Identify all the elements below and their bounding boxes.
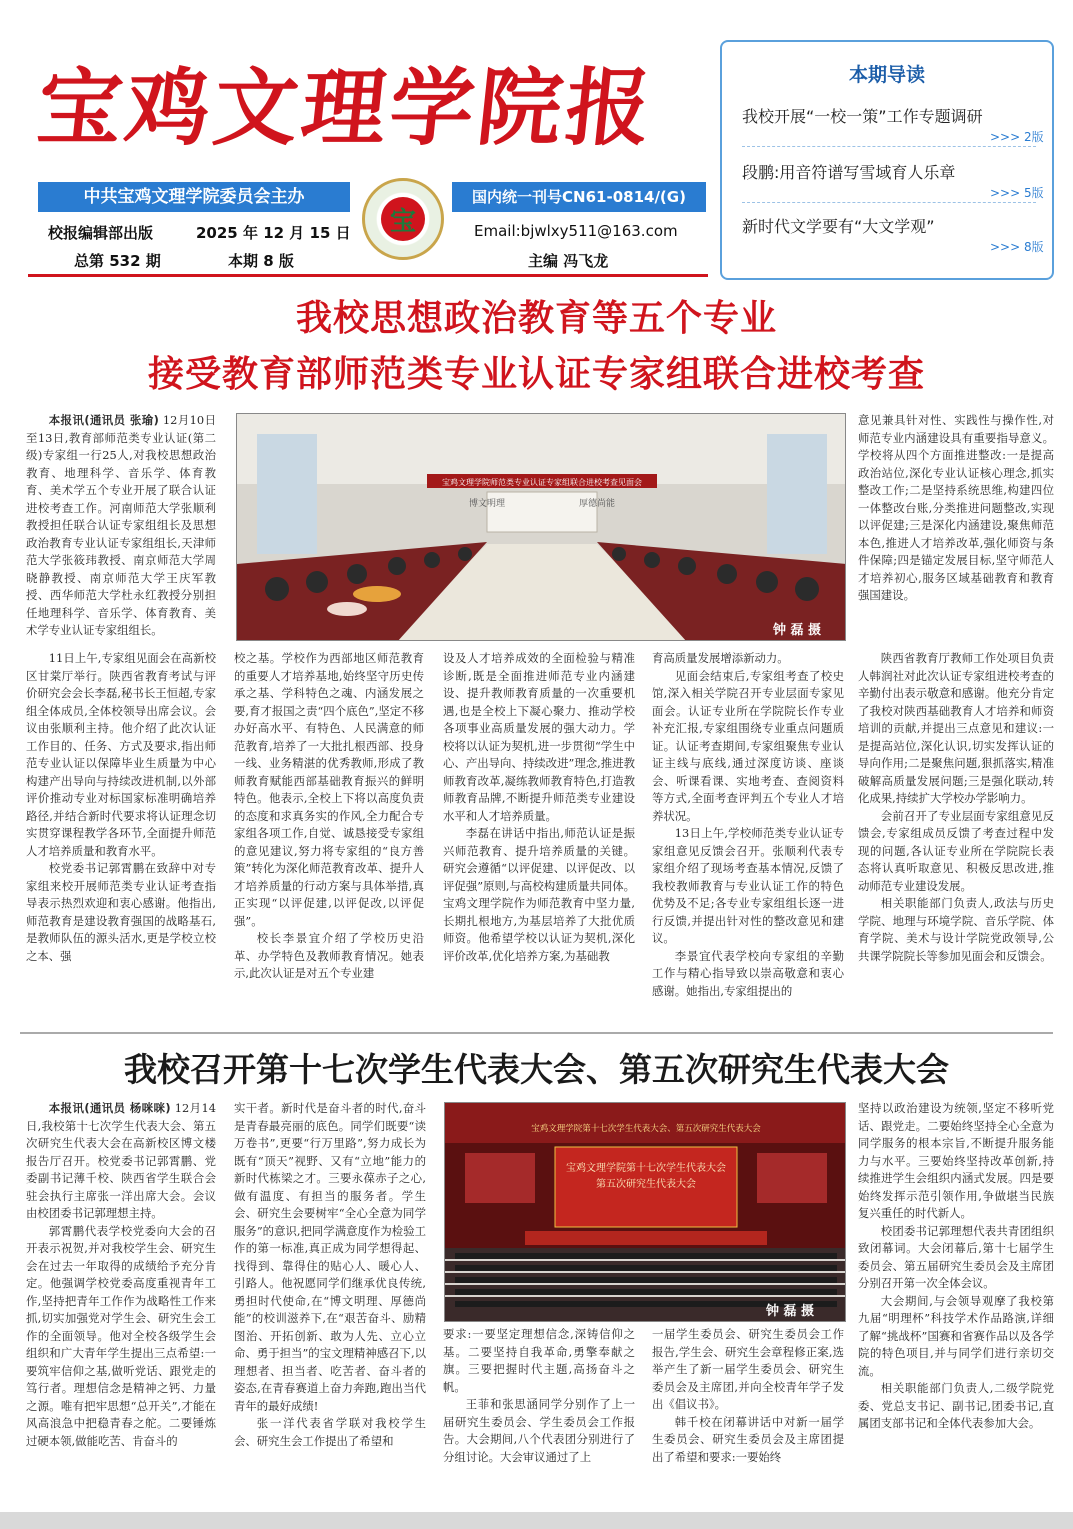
article1-column-3: 设及人才培养成效的全面检验与精准诊断,既是全面推进师范专业内涵建设、提升教师教育质量的一次重要机遇,也是全校上下凝心聚力、推动学校各项事业高质量发展的强大动力。学校将以认证为契机,进一步贯彻“学生中心、产出导向、持续改进”理念,推进教师教育改革,凝练教师教育特色,打造教师教育品牌,不断提升师范类专业建设水平和人才培养质量。 李磊在讲话中指出,师范认证是振兴师范教育、提升培养质量的关键。研究会遵循“以评促建、以评促改、以评促强”原则,与高校构建质量共同体。宝鸡文理学院作为师范教育中坚力量,长期扎根地方,为基层培养了大批优质师资。他希望学校以认证为契机,深化评价改革,优化培养方案,为基础教 [443,651,635,963]
conference-hall-image [237,414,846,641]
issue-date: 2025 年 12 月 15 日 [196,224,351,242]
article2-headline: 我校召开第十七次学生代表大会、第五次研究生代表大会 [124,1050,949,1089]
article2-photo [444,1102,846,1322]
logo-emblem-icon: 宝 [381,197,425,241]
photo2-banner-text: 宝鸡文理学院第十七次学生代表大会、第五次研究生代表大会 [531,1124,761,1134]
guide-title: 本期导读 [848,64,925,86]
masthead-rule [28,274,708,277]
article1-lead-column: 本报讯(通讯员 张瑜) 12月10日至13日,教育部师范类专业认证(第二级)专家组一行25人,对我校思想政治教育、地理科学、音乐学、体育教育、美术学五个专业开展了联合认证进校考查工作。河南师范大学张顺利教授担任联合认证专家组组长及思想政治教育专业认证专家组组长,天津师范大学张筱玮教授、南京师范大学周晓静教授、南京师范大学王庆军教授、西华师范大学杜永红教授分别担任地理科学、音乐学、体育教育、美术学专业认证专家组组长。 [26,413,216,637]
section-divider [20,1032,1053,1034]
article2-column-5: 坚持以政治建设为统领,坚定不移听党话、跟党走。二要始终坚持全心全意为同学服务的根本宗旨,不断提升服务能力与水平。三要始终坚持改革创新,持续推进学生会组织内涵式发展。四是要始终发挥示范引领作用,争做堪当民族复兴重任的时代新人。 校团委书记郭理想代表共青团组织致闭幕词。大会闭幕后,第十七届学生委员会、第五届研究生委员会及主席团分别召开第一次全体会议。 大会期间,与会领导观摩了我校第九届“明理杯”科技学术作品路演,详细了解“挑战杯”国赛和省赛作品以及各学院的特色项目,并与同学们进行亲切交流。 相关职能部门负责人,二级学院党委、党总支书记、副书记,团委书记,直属团支部书记和全体代表参加大会。 [858,1101,1054,1430]
article1-headline-line1: 我校思想政治教育等五个专业 [295,298,777,339]
article2-column-2: 实干者。新时代是奋斗者的时代,奋斗是青春最亮丽的底色。同学们既要“读万卷书”,更要“行万里路”,努力成长为既有“顶天”视野、又有“立地”能力的新时代栋梁之才。三要永葆赤子之心,做有温度、有担当的服务者。学生会、研究生会要树牢“全心全意为同学服务”的意识,把同学满意度作为检验工作的第一标准,真正成为同学想得起、找得到、靠得住的贴心人、暖心人、引路人。他祝愿同学们继承优良传统,勇担时代使命,在“博文明理、厚德尚能”的校训滋养下,在“艰苦奋斗、励精图治、开拓创新、敢为人先、立心立命、勇于担当”的宝文理精神感召下,以理想者、担当者、吃苦者、奋斗者的姿态,在青春赛道上奋力奔跑,跑出当代青年的最好成绩! 张一洋代表省学联对我校学生会、研究生会工作提出了希望和 [234,1101,426,1448]
article2-column-4: 一届学生委员会、研究生委员会工作报告,学生会、研究生会章程修正案,选举产生了新一届学生委员会、研究生委员会及主席团,并向全校青年学子发出《倡议书》。 韩千校在闭幕讲话中对新一届学生委员会、研究生委员会及主席团提出了希望和要求:一要始终 [652,1327,844,1464]
guide-item-2[interactable]: 段鹏:用音符谱写雪域育人乐章 [742,163,956,182]
assembly-hall-image [445,1103,846,1322]
issue-total: 总第 532 期 [74,252,161,270]
guide-item-1[interactable]: 我校开展“一校一策”工作专题调研 [742,107,983,126]
guide-item-3[interactable]: 新时代文学要有“大文学观” [742,217,935,236]
article1-column-5: 陕西省教育厅教师工作处项目负责人韩润社对此次认证专家组进校考查的辛勤付出表示敬意和感谢。他充分肯定了我校对陕西基础教育人才培养和师资培训的贡献,并提出三点意见和建议:一是提高站位,深化认识,切实发挥认证的导向作用;二是聚焦问题,狠抓落实,精准破解高质量发展问题;三是强化联动,转化成果,持续扩大学校办学影响力。 会前召开了专业层面专家组意见反馈会,专家组成员反馈了考查过程中发现的问题,各认证专业所在学院院长表态将认真听取意见、积极反思改进,推动师范专业建设发展。 相关职能部门负责人,政法与历史学院、地理与环境学院、音乐学院、体育学院、美术与设计学院党政领导,公共课学院院长等参加见面会和反馈会。 [858,651,1054,963]
chief-editor: 主编 冯飞龙 [528,252,609,270]
photo2-screen-text: 宝鸡文理学院第十七次学生代表大会 第五次研究生代表大会 [566,1163,726,1190]
publisher: 校报编辑部出版 [48,224,154,242]
photo-wall-right: 厚德尚能 [578,499,616,509]
article1-photo [236,413,846,641]
school-logo [362,178,444,260]
page-footer-bar [0,1512,1073,1529]
photo-banner-text: 宝鸡文理学院师范类专业认证专家组联合进校考查见面会 [442,478,642,487]
guide-item-2-page[interactable]: >>> 5版 [990,186,1044,200]
article1-column-2: 校之基。学校作为西部地区师范教育的重要人才培养基地,始终坚守历史传承之基、学科特色之魂、内涵发展之要,育才报国之责“四个底色”,坚定不移办好高水平、有特色、人民满意的师范教育,培养了一大批扎根西部、投身一线、业务精湛的优秀教师,形成了教师教育赋能西部基础教育振兴的鲜明特色。他表示,全校上下将以高度负责的态度和求真务实的作风,全力配合专家组各项工作,自觉、诚恳接受专家组的意见建议,努力将专家组的“良方善策”转化为深化师范教育改革、提升人才培养质量的行动方案与具体举措,真正实现“以评促建,以评促改,以评促强”。 校长李景宜介绍了学校历史沿革、办学特色及教师教育情况。她表示,此次认证是对五个专业建 [234,651,424,980]
newspaper-title: 宝鸡文理学院报 [32,58,660,157]
contact-email[interactable]: Email:bjwlxy511@163.com [474,222,678,240]
page-count: 本期 8 版 [228,252,294,270]
article2-column-1: 本报讯(通讯员 杨咪咪) 12月14日,我校第十七次学生代表大会、第五次研究生代表大会在高新校区博文楼报告厅召开。校党委书记郭霄鹏、党委副书记薄千校、陕西省学生联合会驻会执行主席张一洋出席大会。会议由校团委书记郭理想主持。 郭霄鹏代表学校党委向大会的召开表示祝贺,并对我校学生会、研究生会在过去一年取得的成绩给予充分肯定。他强调学校党委高度重视青年工作,坚持把青年工作作为战略性工作来抓,切实加强党对学生会、研究生会工作的全面领导。他对全校各级学生会组织和广大青年学生提出三点希望:一要筑牢信仰之基,做听党话、跟党走的笃行者。理想信念是精神之钙、力量之源。唯有把牢思想“总开关”,才能在风高浪急中把稳青春之舵。二要锤炼过硬本领,做能吃苦、肯奋斗的 [26,1101,216,1448]
guide-divider [742,202,1036,203]
article2-photo-credit: 钟 磊 摄 [765,1304,815,1319]
article1-photo-credit: 钟 磊 摄 [772,623,822,638]
guide-item-3-page[interactable]: >>> 8版 [990,240,1044,254]
guide-divider [742,146,1036,147]
article1-right-column-top: 意见兼具针对性、实践性与操作性,对师范专业内涵建设具有重要指导意义。学校将从四个方面推进整改:一是提高政治站位,深化专业认证核心理念,抓实整改工作;二是坚持系统思维,构建四位一体整改台账,分类推进问题整改,实现以评促建;三是深化内涵建设,聚焦师范本色,推进人才培养改革,强化师资与条件保障;四是锚定发展目标,坚守师范人才培养初心,服务区域基础教育和教育强国建设。 [858,413,1054,602]
photo-wall-left: 博文明理 [468,499,506,509]
article1-byline: 本报讯(通讯员 张瑜) [48,413,159,427]
article2-column-3: 要求:一要坚定理想信念,深铸信仰之基。二要坚持自我革命,勇擎奉献之旗。三要把握时代主题,高扬奋斗之帆。 王菲和张思涵同学分别作了上一届研究生委员会、学生委员会工作报告。大会期间,八个代表团分别进行了分组讨论。大会审议通过了上 [443,1327,635,1464]
article1-column-1: 11日上午,专家组见面会在高新校区甘棠厅举行。陕西省教育考试与评价研究会会长李磊,秘书长王恒超,专家组全体成员,全体校领导出席会议。会议由张顺利主持。他介绍了此次认证工作目的、任务、方式及要求,指出师范专业认证以保障毕业生质量为中心构建产出导向与持续改进机制,以外部评价推动专业对标国家标准明确培养路径,并结合新时代要求将认证理念切实贯穿课程教学各环节,全面提升师范人才培养质量和教育水平。 校党委书记郭霄鹏在致辞中对专家组来校开展师范类专业认证考查指导表示热烈欢迎和衷心感谢。他指出,师范教育是建设教育强国的战略基石,是教师队伍的源头活水,更是学校立校之本、强 [26,651,216,963]
article1-column-4: 育高质量发展增添新动力。 见面会结束后,专家组考查了校史馆,深入相关学院召开专业层面专家见面会。认证专业所在学院院长作专业补充汇报,专家组围绕专业重点问题质证。认证考查期间,专家组聚焦专业认证主线与底线,通过深度访谈、座谈会、听课看课、实地考查、查阅资料等方式,全面考查评判五个专业人才培养状况。 13日上午,学校师范类专业认证专家组意见反馈会召开。张顺利代表专家组介绍了现场考查基本情况,反馈了我校教师教育与专业认证工作的特色优势及不足;各专业专家组组长逐一进行反馈,并提出针对性的整改意见和建议。 李景宜代表学校向专家组的辛勤工作与精心指导致以崇高敬意和衷心感谢。她指出,专家组提出的 [652,651,844,998]
issue-guide-box [720,40,1054,280]
sponsor-band: 中共宝鸡文理学院委员会主办 [38,182,350,212]
guide-item-1-page[interactable]: >>> 2版 [990,130,1044,144]
article2-byline: 本报讯(通讯员 杨咪咪) [48,1101,171,1115]
article1-headline-line2: 接受教育部师范类专业认证专家组联合进校考查 [147,354,925,395]
issn-band: 国内统一刊号CN61-0814/(G) [452,182,706,212]
